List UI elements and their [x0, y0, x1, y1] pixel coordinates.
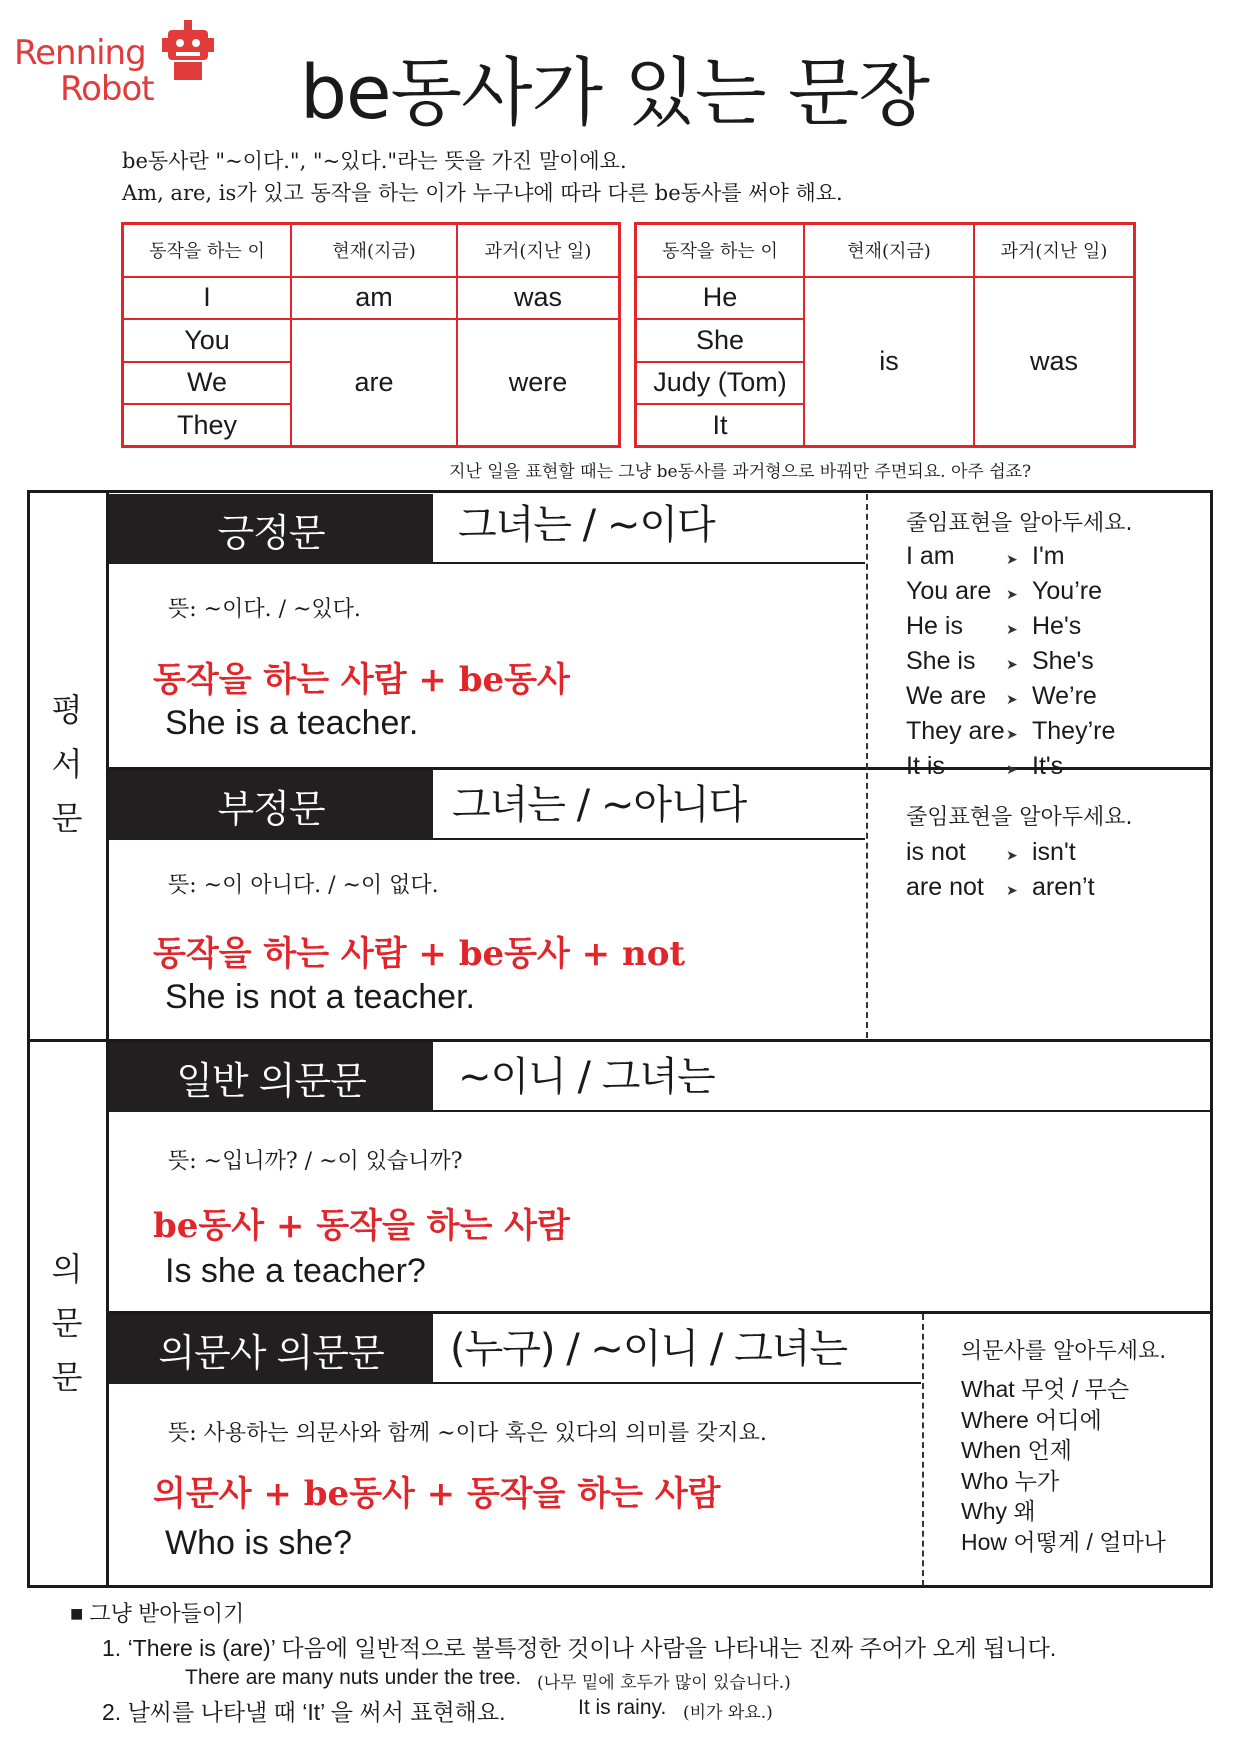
intro-line-2: Am, are, is가 있고 동작을 하는 이가 누구냐에 따라 다른 be동사를 써야 해요.	[122, 181, 843, 205]
table-cell-present: am	[291, 277, 457, 319]
pattern-negative: 그녀는 / ~아니다	[452, 782, 747, 828]
bottom-line-1: 1. ‘There is (are)’ 다음에 일반적으로 불특정한 것이나 사람을 나타내는 진짜 주어가 오게 됩니다.	[102, 1635, 1057, 1661]
formula-negative: 동작을 하는 사람 + be동사 + not	[153, 934, 686, 974]
divider	[433, 1382, 921, 1384]
pattern-wh: (누구) / ~이니 / 그녀는	[450, 1326, 848, 1372]
bottom-heading: ■ 그냥 받아들이기	[70, 1601, 245, 1626]
table-cell-subject: She	[636, 319, 805, 361]
table-header: 현재(지금)	[804, 224, 974, 277]
contractions-list	[906, 540, 1115, 785]
list-item: Where 어디에	[961, 1406, 1102, 1433]
list-item: What 무엇 / 무슨	[961, 1376, 1130, 1402]
bottom-line-2-translation: (비가 와요.)	[683, 1703, 773, 1723]
table-note: 지난 일을 표현할 때는 그냥 be동사를 과거형으로 바꿔만 주면되요. 아주 쉽죠?	[449, 462, 1032, 482]
table-cell-subject: You	[123, 319, 292, 361]
list-item: Why 왜	[961, 1498, 1036, 1524]
table-cell-subject: We	[123, 362, 292, 404]
divider	[433, 838, 865, 840]
divider	[866, 494, 868, 1038]
table-header: 과거(지난 일)	[974, 224, 1135, 277]
table-cell-present: are	[291, 319, 457, 446]
table-cell-subject: He	[636, 277, 805, 319]
example-negative: She is not a teacher.	[165, 978, 475, 1016]
table-cell-subject: Judy (Tom)	[636, 362, 805, 404]
list-item: They are➤ They’re	[906, 717, 1116, 745]
bottom-line-1-example: There are many nuts under the tree.	[185, 1666, 522, 1689]
page-title: be동사가 있는 문장	[300, 50, 929, 136]
example-positive: She is a teacher.	[165, 704, 419, 742]
table-header: 현재(지금)	[291, 224, 457, 277]
list-item: We are ➤ We’re	[906, 682, 1097, 710]
tab-wh-question: 의문사 의문문	[109, 1314, 433, 1384]
table-header: 과거(지난 일)	[457, 224, 620, 277]
bottom-line-1-translation: (나무 밑에 호두가 많이 있습니다.)	[537, 1673, 791, 1693]
divider	[433, 562, 865, 564]
list-item: I am ➤ I'm	[906, 542, 1065, 570]
table-header: 동작을 하는 이	[636, 224, 805, 277]
list-item: How 어떻게 / 얼마나	[961, 1528, 1166, 1555]
intro-line-1: be동사란 "~이다.", "~있다."라는 뜻을 가진 말이에요.	[122, 149, 627, 173]
tab-positive: 긍정문	[109, 494, 433, 564]
be-verb-table-right	[634, 222, 1136, 448]
pattern-positive: 그녀는 / ~이다	[458, 502, 715, 548]
bottom-line-2-example: It is rainy.	[578, 1696, 667, 1719]
divider	[922, 1314, 924, 1586]
formula-wh: 의문사 + be동사 + 동작을 하는 사람	[153, 1474, 721, 1514]
list-item: Who 누가	[961, 1467, 1060, 1494]
side-label-char: 의	[51, 1250, 83, 1288]
meaning-negative: 뜻: ~이 아니다. / ~이 없다.	[168, 873, 439, 898]
question-words-list	[961, 1374, 1166, 1557]
bottom-line-2: 2. 날씨를 나타낼 때 ‘It’ 을 써서 표현해요.	[102, 1699, 506, 1725]
tab-yesno-question: 일반 의문문	[109, 1042, 433, 1112]
example-wh: Who is she?	[165, 1524, 353, 1562]
table-header: 동작을 하는 이	[123, 224, 292, 277]
table-cell-past: were	[457, 319, 620, 446]
tab-negative: 부정문	[109, 770, 433, 840]
list-item: She is ➤ She's	[906, 647, 1094, 675]
logo-text-line1: Renning	[14, 33, 146, 73]
list-item: It is ➤ It's	[906, 752, 1064, 780]
table-cell-past: was	[974, 277, 1135, 447]
be-verb-table-left	[121, 222, 621, 448]
meaning-yesno: 뜻: ~입니까? / ~이 있습니까?	[168, 1149, 463, 1174]
contractions-title: 줄임표현을 알아두세요.	[906, 511, 1133, 536]
table-cell-subject: They	[123, 404, 292, 447]
table-cell-present: is	[804, 277, 974, 447]
list-item: You are ➤ You’re	[906, 577, 1102, 605]
formula-positive: 동작을 하는 사람 + be동사	[153, 660, 570, 700]
side-label-char: 문	[51, 1358, 83, 1396]
question-words-title: 의문사를 알아두세요.	[961, 1339, 1167, 1364]
list-item: When 언제	[961, 1437, 1072, 1463]
robot-icon	[160, 20, 216, 84]
side-label-char: 문	[51, 1304, 83, 1342]
logo	[12, 18, 212, 118]
side-label-char: 평	[51, 691, 83, 729]
side-label-char: 문	[51, 799, 83, 837]
logo-text-line2: Robot	[60, 69, 154, 109]
side-label-char: 서	[51, 745, 83, 783]
table-cell-subject: I	[123, 277, 292, 319]
contractions-title: 줄임표현을 알아두세요.	[906, 805, 1133, 830]
table-cell-subject: It	[636, 404, 805, 447]
meaning-wh: 뜻: 사용하는 의문사와 함께 ~이다 혹은 있다의 의미를 갖지요.	[168, 1421, 767, 1446]
contractions-list	[906, 836, 1095, 906]
pattern-yesno: ~이니 / 그녀는	[458, 1054, 715, 1100]
list-item: He is ➤ He's	[906, 612, 1082, 640]
list-item: are not ➤ aren’t	[906, 873, 1095, 901]
list-item: is not ➤ isn't	[906, 838, 1076, 866]
table-cell-past: was	[457, 277, 620, 319]
meaning-positive: 뜻: ~이다. / ~있다.	[168, 597, 361, 622]
side-label-declarative	[32, 683, 102, 845]
formula-yesno: be동사 + 동작을 하는 사람	[153, 1206, 570, 1246]
example-yesno: Is she a teacher?	[165, 1252, 426, 1290]
side-label-interrogative	[32, 1242, 102, 1404]
divider	[433, 1110, 1210, 1112]
